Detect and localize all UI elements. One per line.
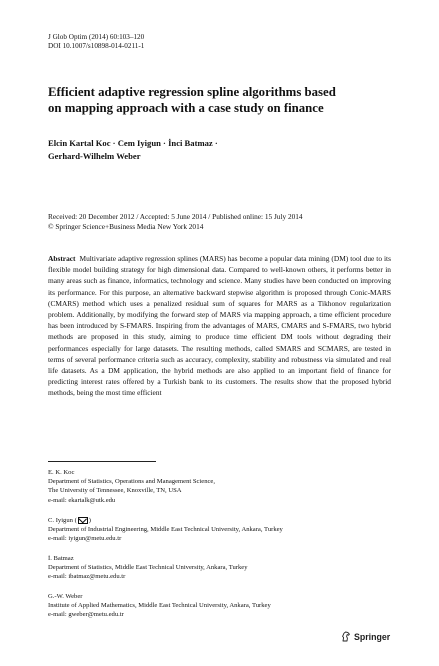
affiliation-dept: Department of Statistics, Middle East Technical University, Ankara, Turkey bbox=[48, 564, 248, 572]
affiliation-name: C. Iyigun bbox=[48, 517, 73, 524]
author-list bbox=[48, 137, 378, 163]
affiliation-dept: Department of Industrial Engineering, Middle East Technical University, Ankara, Turkey bbox=[48, 526, 283, 534]
affiliation-dept: Institute of Applied Mathematics, Middle East Technical University, Ankara, Turkey bbox=[48, 602, 271, 610]
affiliation-inst: The University of Tennessee, Knoxville, TN, USA bbox=[48, 487, 182, 495]
affiliation-dept: Department of Statistics, Operations and Management Science, bbox=[48, 478, 215, 486]
authors-line: Gerhard-Wilhelm Weber bbox=[48, 151, 141, 161]
doi: DOI 10.1007/s10898-014-0211-1 bbox=[48, 42, 145, 50]
affiliation-email[interactable]: e-mail: ekartalk@utk.edu bbox=[48, 496, 116, 504]
abstract-text: Multivariate adaptive regression splines (MARS) has become a popular data mining (DM) tool due to its flexible model building strategy for high dimensional data. Compared to well-known others, it performs better in many areas such as finance, informatics, technology and science. Many studies have been conducted on improving its performance. For this purpose, an alternative backward stepwise algorithm is proposed through Conic-MARS (CMARS) method which uses a penalized residual sum of squares for MARS as a Tikhonov regularization problem. Additionally, by modifying the forward step of MARS via mapping approach, a time efficient procedure has been introduced by S-FMARS. Inspiring from the advantages of MARS, CMARS and S-FMARS, two hybrid methods are proposed in this study, aiming to produce time efficient DM tools without degrading their performances especially for large datasets. The resulting methods, called SMARS and SCMARS, are tested in terms of several performance criteria such as accuracy, complexity, stability and robustness via simulated and real life datasets. As a DM application, the hybrid methods are also applied to an important field of finance for predicting interest rates offered by a Turkish bank to its customers. The results show that the proposed hybrid methods, being the most time efficient bbox=[48, 254, 391, 398]
journal-citation: J Glob Optim (2014) 60:103–120 bbox=[48, 33, 145, 41]
affiliation-koc bbox=[48, 468, 388, 505]
publisher-name: Springer bbox=[354, 631, 391, 642]
envelope-icon bbox=[78, 517, 88, 524]
title-line: Efficient adaptive regression spline algorithms based bbox=[48, 85, 336, 99]
affiliation-name: E. K. Koc bbox=[48, 469, 75, 476]
publisher-logo bbox=[341, 631, 390, 642]
affiliation-name-row: C. Iyigun ( ) bbox=[48, 517, 91, 524]
springer-horse-icon bbox=[341, 631, 351, 642]
abstract bbox=[48, 253, 391, 399]
affiliation-name: G.-W. Weber bbox=[48, 593, 83, 600]
affiliation-iyigun bbox=[48, 516, 388, 544]
title-line: on mapping approach with a case study on finance bbox=[48, 101, 324, 115]
footnote-rule bbox=[48, 461, 156, 462]
affiliation-email[interactable]: e-mail: gweber@metu.edu.tr bbox=[48, 611, 124, 619]
copyright-notice: © Springer Science+Business Media New York 2014 bbox=[48, 222, 204, 231]
paper-title bbox=[48, 84, 378, 116]
affiliation-name: İ. Batmaz bbox=[48, 555, 74, 562]
affiliation-email[interactable]: e-mail: iyigun@metu.edu.tr bbox=[48, 535, 122, 543]
affiliation-batmaz bbox=[48, 554, 388, 582]
publication-dates: Received: 20 December 2012 / Accepted: 5 June 2014 / Published online: 15 July 2014 bbox=[48, 212, 303, 221]
affiliation-weber bbox=[48, 592, 388, 620]
authors-line: Elcin Kartal Koc · Cem Iyigun · İnci Batmaz · bbox=[48, 138, 218, 148]
abstract-label: Abstract bbox=[48, 254, 76, 263]
affiliation-email[interactable]: e-mail: ibatmaz@metu.edu.tr bbox=[48, 573, 126, 581]
